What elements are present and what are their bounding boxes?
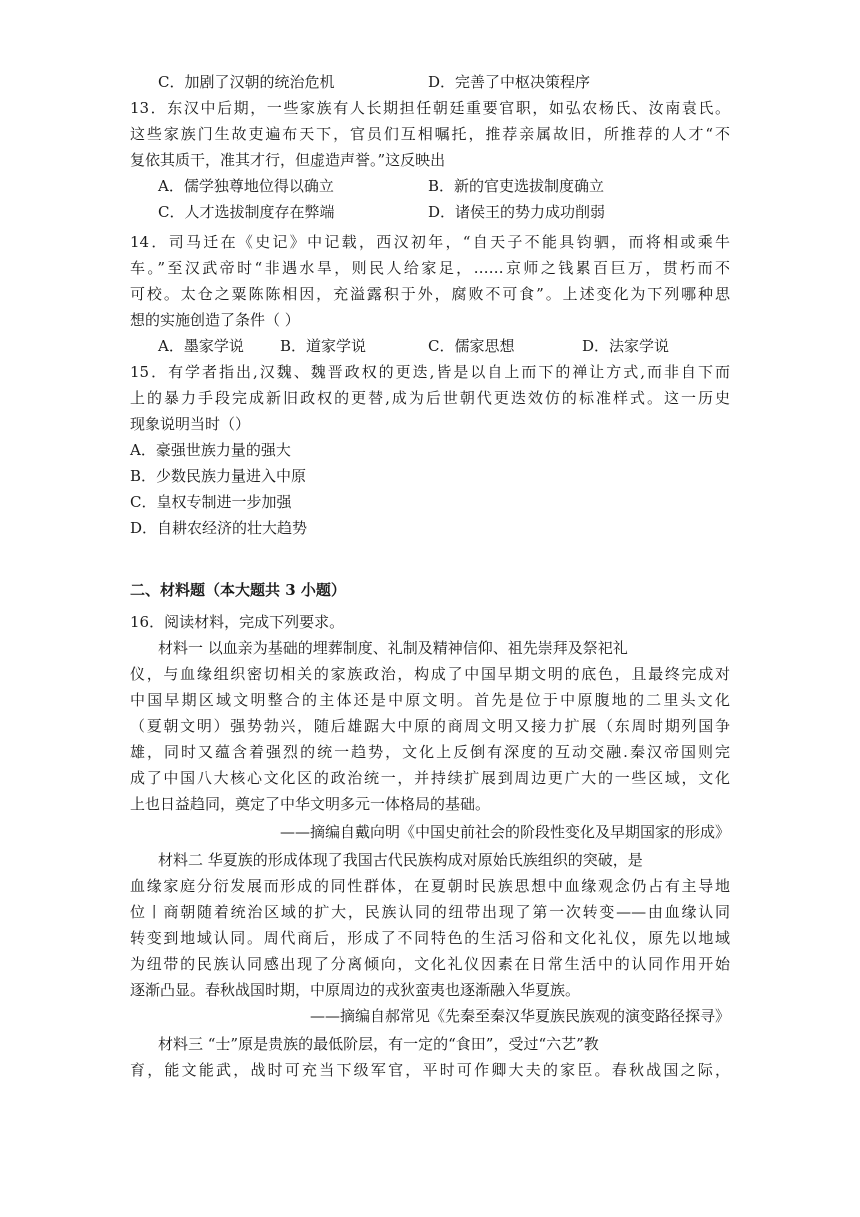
q13-option-b[interactable]: B．新的官吏选拔制度确立 bbox=[428, 177, 605, 195]
q15-option-d[interactable]: D．自耕农经济的壮大趋势 bbox=[130, 519, 308, 537]
q16-material-3-line-1: 材料三 “士”原是贵族的最低阶层，有一定的“食田”，受过“六艺”教 bbox=[158, 1035, 599, 1053]
q13-stem-line-3: 复依其质干，准其才行，但虚造声誉。”这反映出 bbox=[130, 151, 446, 169]
q16-material-1-line-1: 材料一 以血亲为基础的埋葬制度、礼制及精神信仰、祖先崇拜及祭祀礼 bbox=[158, 639, 628, 657]
q16-material-2-line-3: 位丨商朝随着统治区域的扩大，民族认同的纽带出现了第一次转变——由血缘认同 bbox=[130, 903, 730, 921]
q16-intro: 16．阅读材料，完成下列要求。 bbox=[130, 613, 345, 631]
q16-material-1-line-3: 中国早期区域文明整合的主体还是中原文明。首先是位于中原腹地的二里头文化 bbox=[130, 691, 730, 709]
q14-option-a[interactable]: A．墨家学说 bbox=[158, 337, 244, 355]
q16-material-1-line-6: 成了中国八大核心文化区的政治统一，并持续扩展到周边更广大的一些区域，文化 bbox=[130, 769, 730, 787]
q15-option-b[interactable]: B．少数民族力量进入中原 bbox=[130, 467, 307, 485]
q12-option-d[interactable]: D．完善了中枢决策程序 bbox=[428, 73, 591, 91]
q13-option-d[interactable]: D．诸侯王的势力成功削弱 bbox=[428, 203, 606, 221]
q12-option-c[interactable]: C．加剧了汉朝的统治危机 bbox=[158, 73, 335, 91]
q15-stem-line-3: 现象说明当时（） bbox=[130, 415, 251, 433]
q15-option-c[interactable]: C．皇权专制进一步加强 bbox=[130, 493, 292, 511]
q16-material-1-source: ——摘编自戴向明《中国史前社会的阶段性变化及早期国家的形成》 bbox=[279, 823, 730, 841]
q13-option-c[interactable]: C．人才选拔制度存在弊端 bbox=[158, 203, 335, 221]
q14-option-b[interactable]: B．道家学说 bbox=[280, 337, 367, 355]
q15-option-a[interactable]: A．豪强世族力量的强大 bbox=[130, 441, 291, 459]
q16-material-1-line-2: 仪，与血缘组织密切相关的家族政治，构成了中国早期文明的底色，且最终完成对 bbox=[130, 665, 730, 683]
q14-option-c[interactable]: C．儒家思想 bbox=[428, 337, 515, 355]
q13-option-a[interactable]: A．儒学独尊地位得以确立 bbox=[158, 177, 334, 195]
q15-stem-line-1: 15．有学者指出,汉魏、魏晋政权的更迭,皆是以自上而下的禅让方式,而非自下而 bbox=[130, 363, 730, 381]
section-heading: 二、材料题（本大题共 3 小题） bbox=[130, 581, 346, 599]
q16-material-2-line-4: 转变到地域认同。周代商后，形成了不同特色的生活习俗和文化礼仪，原先以地域 bbox=[130, 929, 730, 947]
q16-material-2-line-5: 为纽带的民族认同感出现了分离倾向，文化礼仪因素在日常生活中的认同作用开始 bbox=[130, 955, 730, 973]
q16-material-2-line-2: 血缘家庭分衍发展而形成的同性群体，在夏朝时民族思想中血缘观念仍占有主导地 bbox=[130, 877, 730, 895]
q16-material-2-line-6: 逐渐凸显。春秋战国时期，中原周边的戎狄蛮夷也逐渐融入华夏族。 bbox=[130, 981, 581, 999]
q16-material-1-line-7: 上也日益趋同，奠定了中华文明多元一体格局的基础。 bbox=[130, 795, 491, 813]
q14-stem-line-4: 想的实施创造了条件（ ） bbox=[130, 311, 300, 329]
q16-material-1-line-5: 雄，同时又蕴含着强烈的统一趋势，文化上反倒有深度的互动交融.秦汉帝国则完 bbox=[130, 743, 730, 761]
q13-stem-line-1: 13．东汉中后期，一些家族有人长期担任朝廷重要官职，如弘农杨氏、汝南袁氏。 bbox=[130, 99, 730, 117]
q16-material-1-line-4: （夏朝文明）强势勃兴，随后雄踞大中原的商周文明又接力扩展（东周时期列国争 bbox=[130, 717, 730, 735]
q14-option-d[interactable]: D．法家学说 bbox=[582, 337, 670, 355]
q14-stem-line-1: 14．司马迁在《史记》中记载，西汉初年，“自天子不能具钧驷，而将相或乘牛 bbox=[130, 233, 730, 251]
q14-stem-line-3: 可校。太仓之粟陈陈相因，充溢露积于外，腐败不可食”。上述变化为下列哪种思 bbox=[130, 285, 730, 303]
q15-stem-line-2: 上的暴力手段完成新旧政权的更替,成为后世朝代更迭效仿的标准样式。这一历史 bbox=[130, 389, 730, 407]
q14-stem-line-2: 车。”至汉武帝时“非遇水旱，则民人给家足，……京师之钱累百巨万，贯朽而不 bbox=[130, 259, 730, 277]
q16-material-3-line-2: 育，能文能武，战时可充当下级军官，平时可作卿大夫的家臣。春秋战国之际， bbox=[130, 1061, 730, 1079]
q16-material-2-line-1: 材料二 华夏族的形成体现了我国古代民族构成对原始氏族组织的突破，是 bbox=[158, 851, 643, 869]
q16-material-2-source: ——摘编自郝常见《先秦至秦汉华夏族民族观的演变路径探寻》 bbox=[309, 1007, 730, 1025]
q13-stem-line-2: 这些家族门生故吏遍布天下，官员们互相嘱托，推荐亲属故旧，所推荐的人才“不 bbox=[130, 125, 730, 143]
